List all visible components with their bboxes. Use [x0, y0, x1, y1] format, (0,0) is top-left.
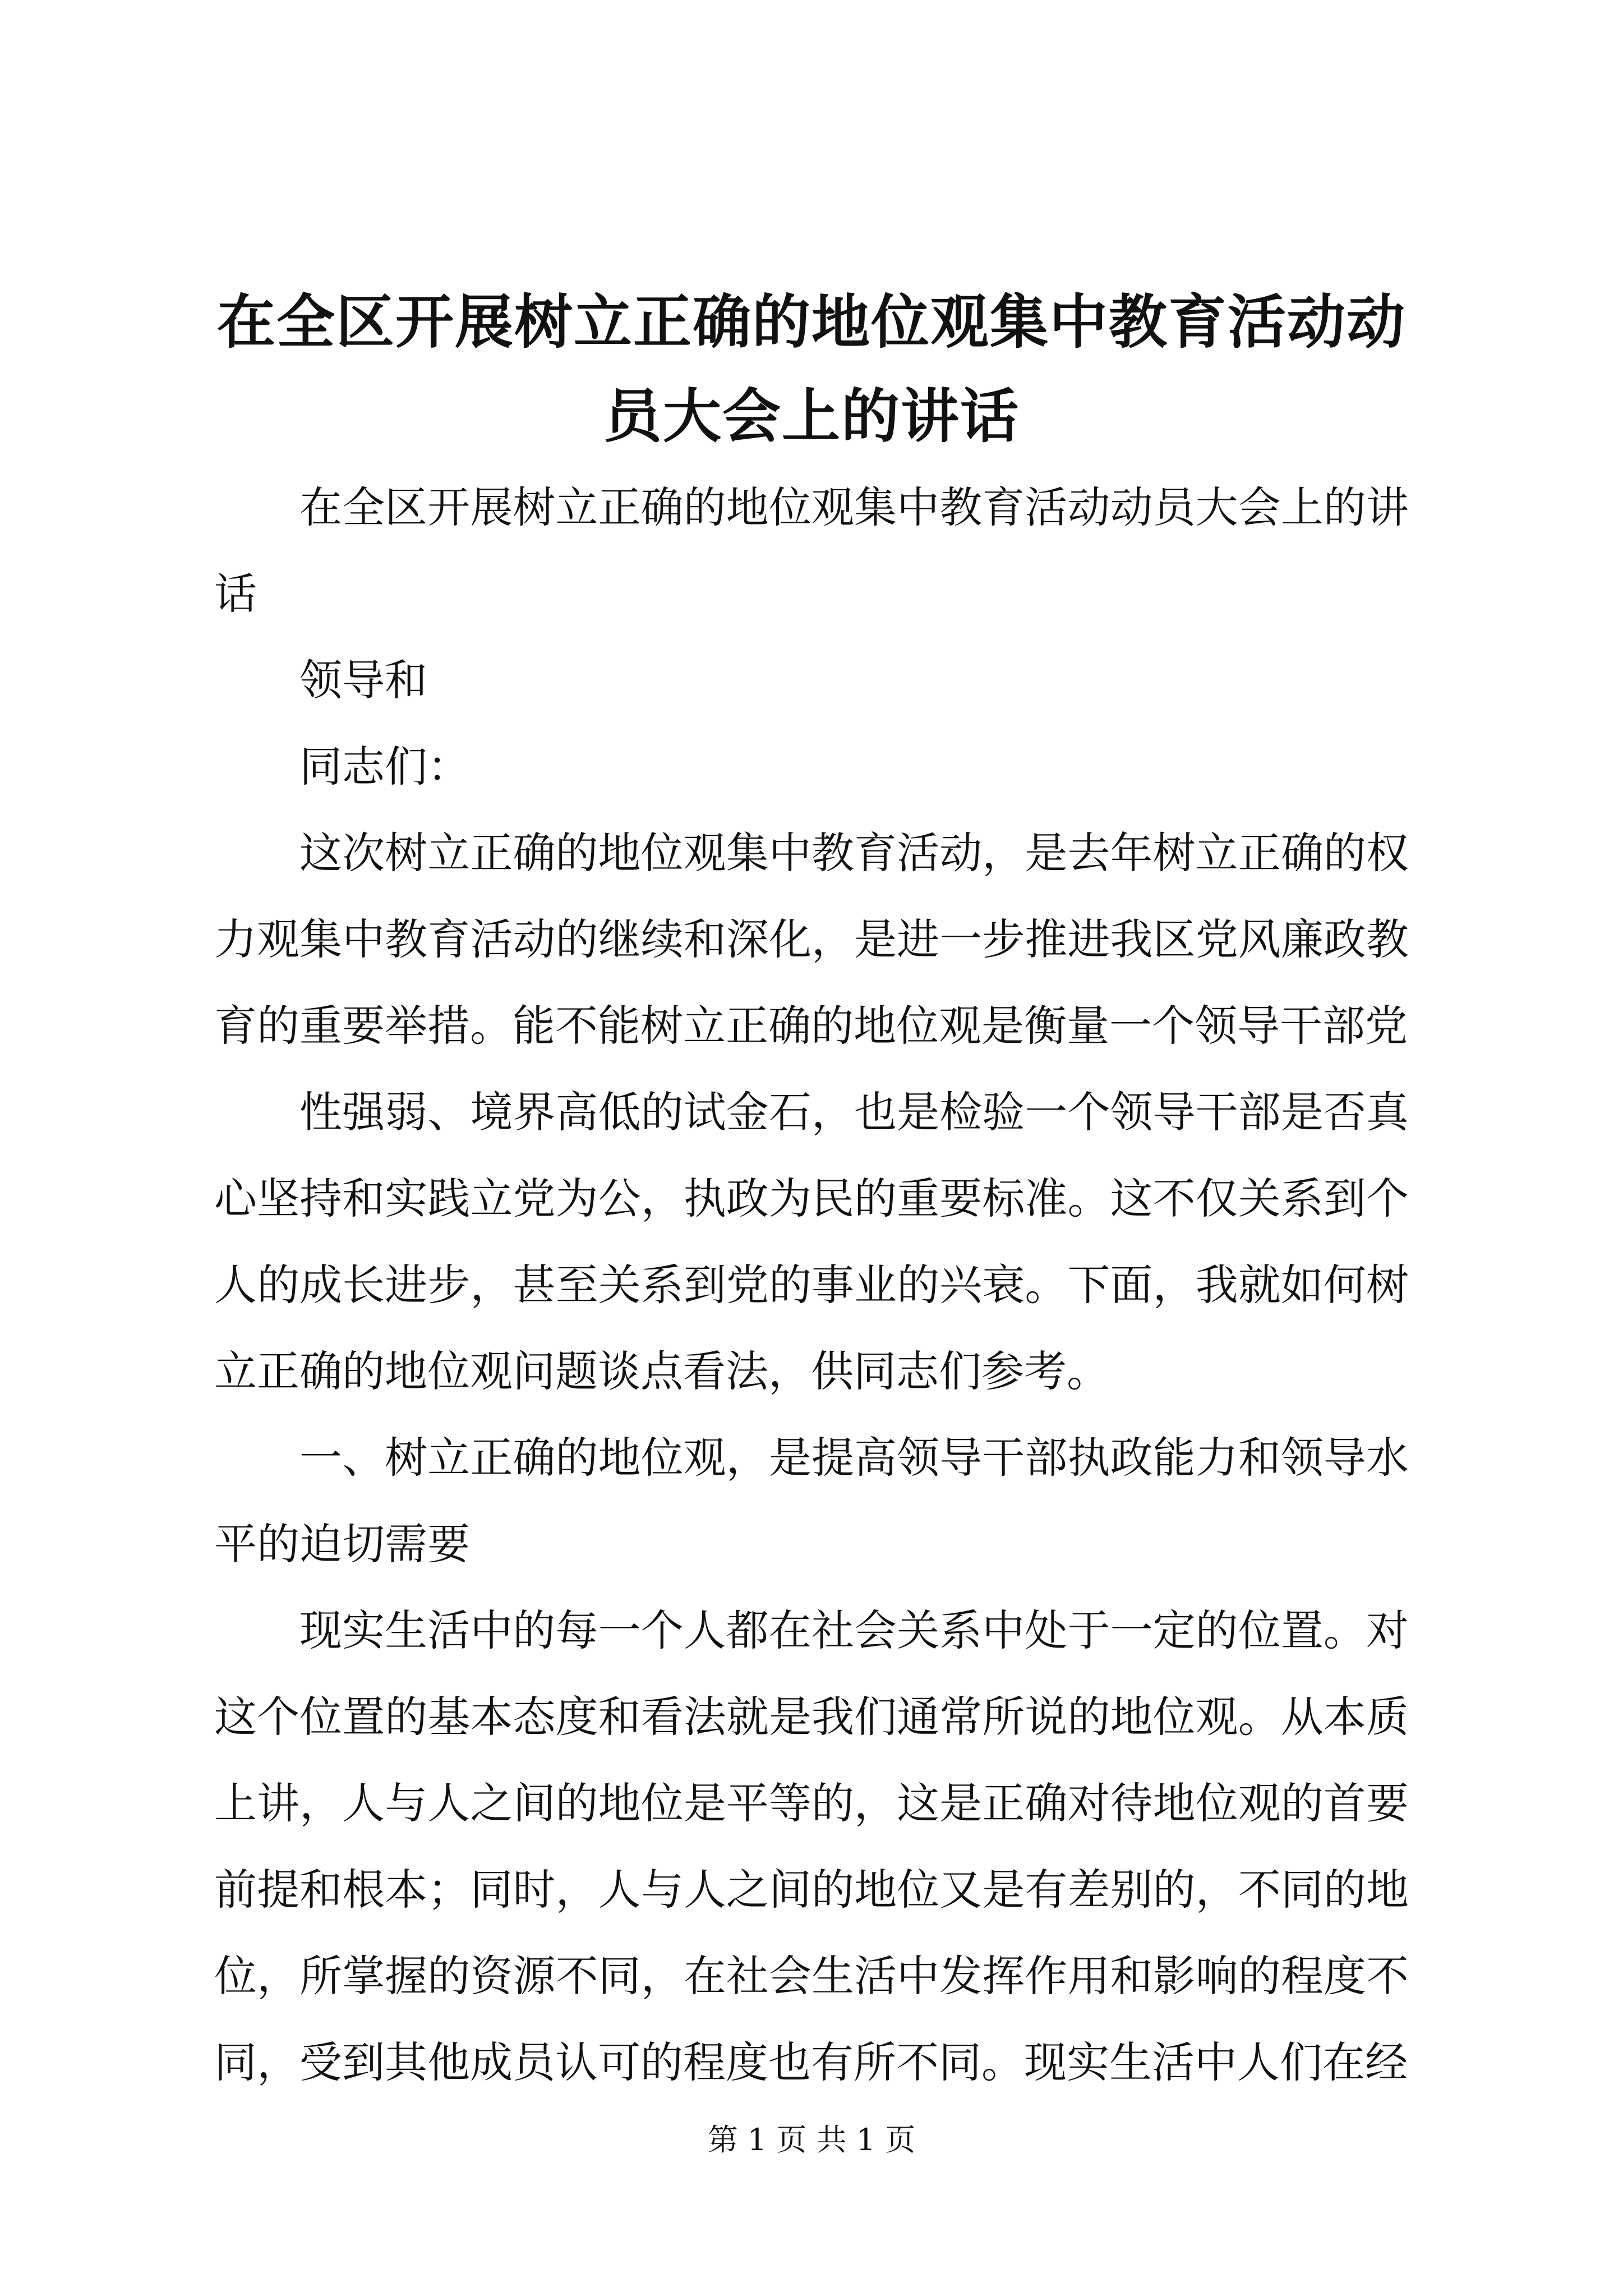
body-paragraph: 领导和 [299, 655, 427, 705]
body-paragraph: 这次树立正确的地位观集中教育活动，是去年树立正确的权力观集中教育活动的继续和深化，是进一步推进我区党风廉政教育的重要举措。能不能树立正确的地位观是衡量一个领导干部党 [214, 828, 1409, 1051]
title-line-2: 员大会上的讲话 [603, 382, 1020, 450]
title-line-1: 在全区开展树立正确的地位观集中教育活动动 [216, 288, 1406, 356]
body-paragraph: 性强弱、境界高低的试金石，也是检验一个领导干部是否真心坚持和实践立党为公，执政为民的重要标准。这不仅关系到个人的成长进步，甚至关系到党的事业的兴衰。下面，我就如何树立正确的地位观问题谈点看法，供同志们参考。 [214, 1087, 1409, 1396]
body-paragraph: 同志们： [299, 742, 470, 792]
page-footer: 第 1 页 共 1 页 [707, 2122, 916, 2157]
document-body [214, 464, 1409, 2106]
document-title [213, 275, 1410, 463]
body-paragraph: 一、树立正确的地位观，是提高领导干部执政能力和领导水平的迫切需要 [214, 1433, 1409, 1569]
body-paragraph: 在全区开展树立正确的地位观集中教育活动动员大会上的讲话 [214, 482, 1409, 619]
body-paragraph: 现实生活中的每一个人都在社会关系中处于一定的位置。对这个位置的基本态度和看法就是我们通常所说的地位观。从本质上讲，人与人之间的地位是平等的，这是正确对待地位观的首要前提和根本；同时，人与人之间的地位又是有差别的，不同的地位，所掌握的资源不同，在社会生活中发挥作用和影响的程度不同，受到其他成员认可的程度也有所不同。现实生活中人们在经 [214, 1605, 1409, 2087]
